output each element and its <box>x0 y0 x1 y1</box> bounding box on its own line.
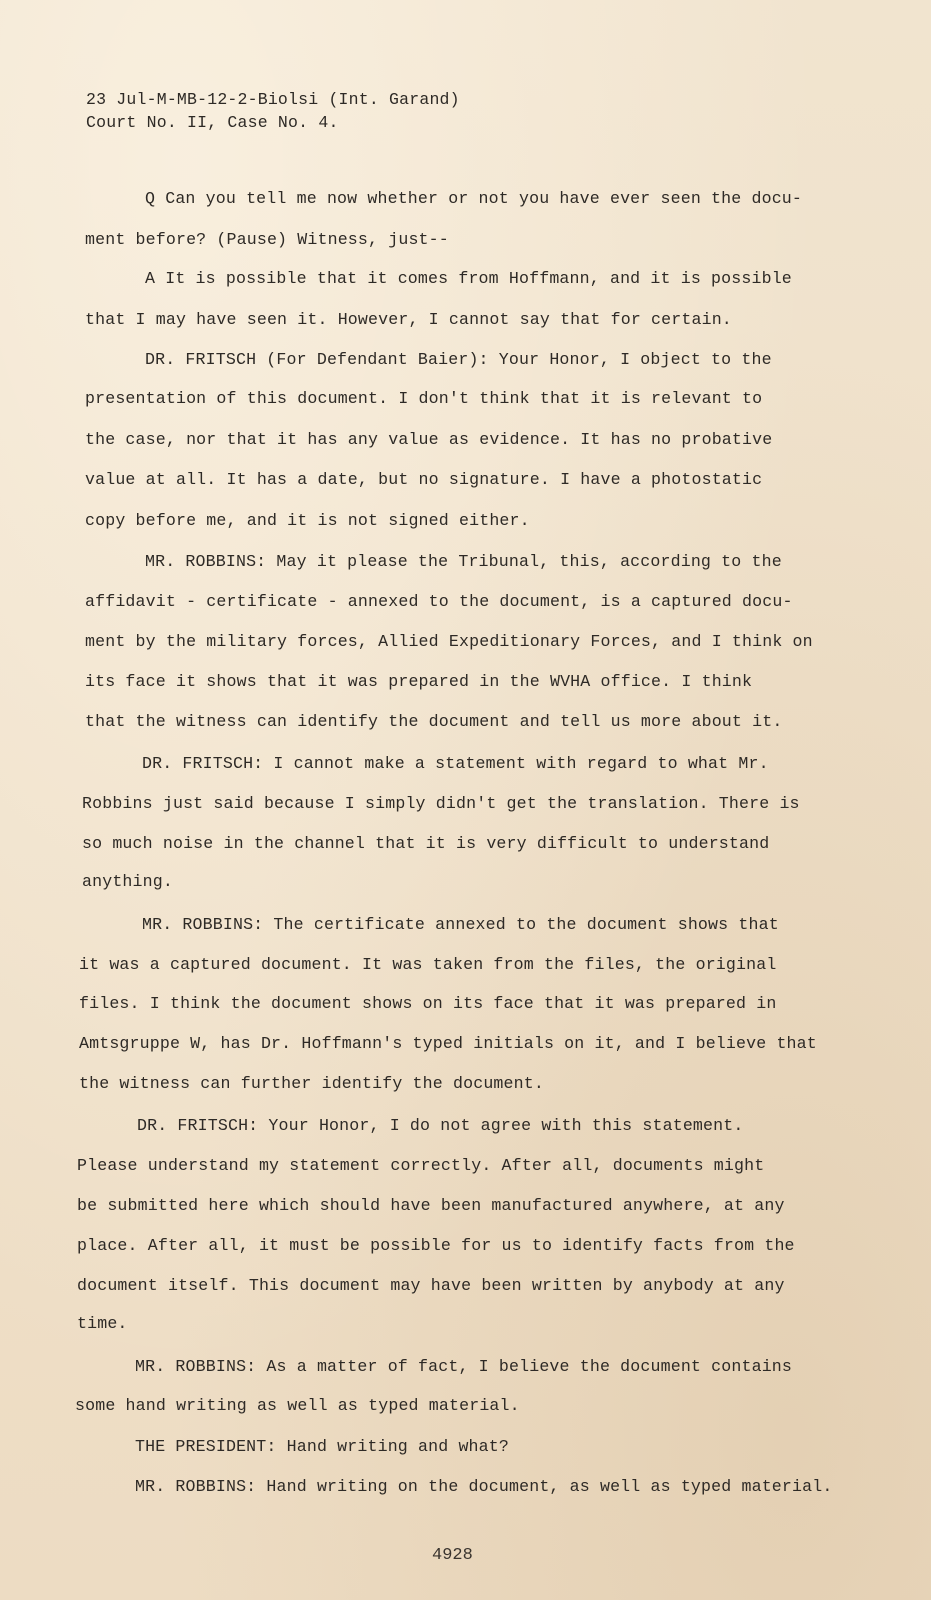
transcript-line-07: the case, nor that it has any value as evidence. It has no probative <box>85 430 773 449</box>
transcript-line-27: place. After all, it must be possible for us to identify facts from the <box>77 1236 795 1255</box>
transcript-line-28: document itself. This document may have been written by anybody at any <box>77 1276 785 1295</box>
transcript-line-22: Amtsgruppe W, has Dr. Hoffmann's typed initials on it, and I believe that <box>79 1034 817 1053</box>
transcript-line-30: MR. ROBBINS: As a matter of fact, I believe the document contains <box>135 1357 793 1376</box>
transcript-line-03: A It is possible that it comes from Hoffmann, and it is possible <box>145 269 792 288</box>
transcript-line-11: affidavit - certificate - annexed to the document, is a captured docu- <box>85 592 793 611</box>
transcript-line-19: MR. ROBBINS: The certificate annexed to the document shows that <box>142 915 779 934</box>
transcript-line-29: time. <box>77 1314 128 1333</box>
transcript-line-17: so much noise in the channel that it is very difficult to understand <box>82 834 770 853</box>
transcript-line-02: ment before? (Pause) Witness, just-- <box>85 230 449 249</box>
transcript-line-08: value at all. It has a date, but no signature. I have a photostatic <box>85 470 763 489</box>
transcript-line-24: DR. FRITSCH: Your Honor, I do not agree with this statement. <box>137 1116 744 1135</box>
header-court-line: Court No. II, Case No. 4. <box>86 113 339 132</box>
transcript-line-06: presentation of this document. I don't think that it is relevant to <box>85 389 763 408</box>
transcript-line-20: it was a captured document. It was taken from the files, the original <box>79 955 777 974</box>
transcript-line-21: files. I think the document shows on its face that it was prepared in <box>79 994 777 1013</box>
transcript-line-12: ment by the military forces, Allied Expeditionary Forces, and I think on <box>85 632 813 651</box>
transcript-line-31: some hand writing as well as typed material. <box>75 1396 520 1415</box>
transcript-line-13: its face it shows that it was prepared in the WVHA office. I think <box>85 672 753 691</box>
transcript-line-04: that I may have seen it. However, I cannot say that for certain. <box>85 310 732 329</box>
header-reference-line: 23 Jul-M-MB-12-2-Biolsi (Int. Garand) <box>86 90 460 109</box>
document-header <box>86 88 460 134</box>
transcript-line-05: DR. FRITSCH (For Defendant Baier): Your Honor, I object to the <box>145 350 772 369</box>
transcript-line-26: be submitted here which should have been manufactured anywhere, at any <box>77 1196 785 1215</box>
page-number: 4928 <box>432 1546 473 1565</box>
transcript-line-14: that the witness can identify the document and tell us more about it. <box>85 712 783 731</box>
transcript-line-01: Q Can you tell me now whether or not you have ever seen the docu- <box>145 189 803 208</box>
transcript-line-18: anything. <box>82 872 173 891</box>
transcript-line-09: copy before me, and it is not signed either. <box>85 511 530 530</box>
transcript-line-10: MR. ROBBINS: May it please the Tribunal, this, according to the <box>145 552 782 571</box>
transcript-line-25: Please understand my statement correctly. After all, documents might <box>77 1156 765 1175</box>
transcript-line-32: THE PRESIDENT: Hand writing and what? <box>135 1437 509 1456</box>
transcript-line-33: MR. ROBBINS: Hand writing on the document, as well as typed material. <box>135 1477 833 1496</box>
transcript-line-23: the witness can further identify the document. <box>79 1074 544 1093</box>
transcript-line-16: Robbins just said because I simply didn't get the translation. There is <box>82 794 800 813</box>
transcript-line-15: DR. FRITSCH: I cannot make a statement with regard to what Mr. <box>142 754 769 773</box>
